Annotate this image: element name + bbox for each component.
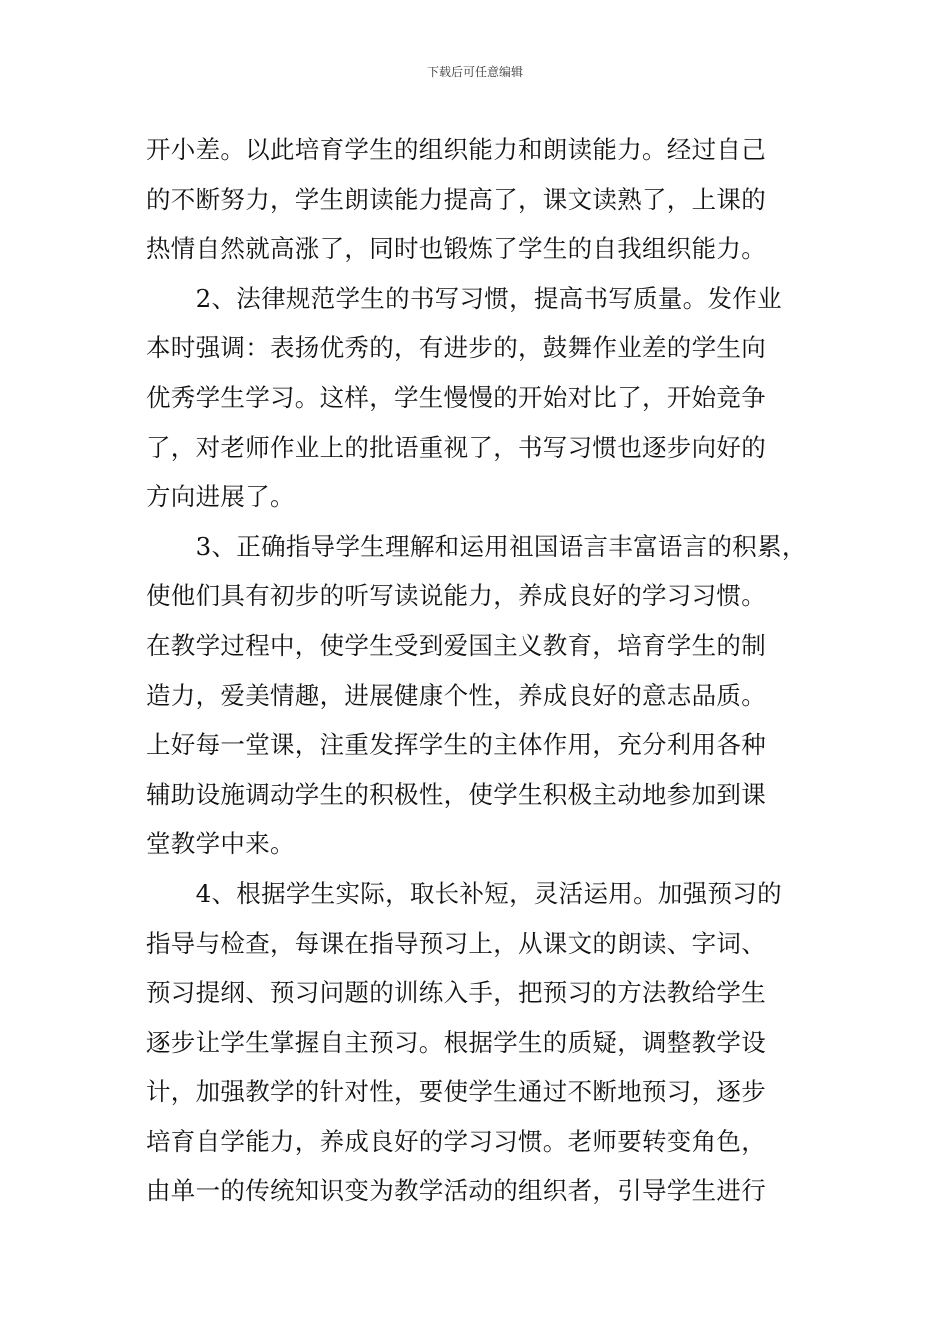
page-header: 下载后可任意编辑 (426, 65, 523, 79)
text-line: 方向进展了。 (146, 482, 295, 512)
text-line: 培育自学能力，养成良好的学习习惯。老师要转变角色， (146, 1126, 766, 1156)
text-line: 造力，爱美情趣，进展健康个性，养成良好的意志品质。 (146, 680, 766, 710)
text-line: 辅助设施调动学生的积极性，使学生积极主动地参加到课 (146, 779, 766, 809)
text-line: 计，加强教学的针对性，要使学生通过不断地预习，逐步 (146, 1077, 766, 1107)
text-line: 本时强调：表扬优秀的，有进步的，鼓舞作业差的学生向 (146, 333, 766, 363)
text-line: 2、法律规范学生的书写习惯，提高书写质量。发作业 (146, 283, 782, 313)
text-line: 由单一的传统知识变为教学活动的组织者，引导学生进行 (146, 1176, 766, 1206)
text-line: 的不断努力，学生朗读能力提高了，课文读熟了，上课的 (146, 184, 766, 214)
text-line: 开小差。以此培育学生的组织能力和朗读能力。经过自己 (146, 135, 766, 164)
document-body (146, 125, 810, 1216)
text-line: 优秀学生学习。这样，学生慢慢的开始对比了，开始竞争 (146, 382, 766, 412)
text-line: 预习提纲、预习问题的训练入手，把预习的方法教给学生 (146, 978, 766, 1008)
text-line: 上好每一堂课，注重发挥学生的主体作用，充分利用各种 (146, 730, 766, 760)
text-line: 3、正确指导学生理解和运用祖国语言丰富语言的积累， (146, 531, 807, 561)
text-line: 4、根据学生实际，取长补短，灵活运用。加强预习的 (146, 878, 782, 908)
text-line: 了，对老师作业上的批语重视了，书写习惯也逐步向好的 (146, 432, 766, 462)
text-line: 在教学过程中，使学生受到爱国主义教育，培育学生的制 (146, 630, 766, 660)
text-line: 使他们具有初步的听写读说能力，养成良好的学习习惯。 (146, 581, 766, 611)
text-line: 堂教学中来。 (146, 829, 295, 859)
text-line: 热情自然就高涨了，同时也锻炼了学生的自我组织能力。 (146, 234, 766, 264)
text-line: 逐步让学生掌握自主预习。根据学生的质疑，调整教学设 (146, 1027, 766, 1057)
text-line: 指导与检查，每课在指导预习上，从课文的朗读、字词、 (146, 928, 766, 958)
